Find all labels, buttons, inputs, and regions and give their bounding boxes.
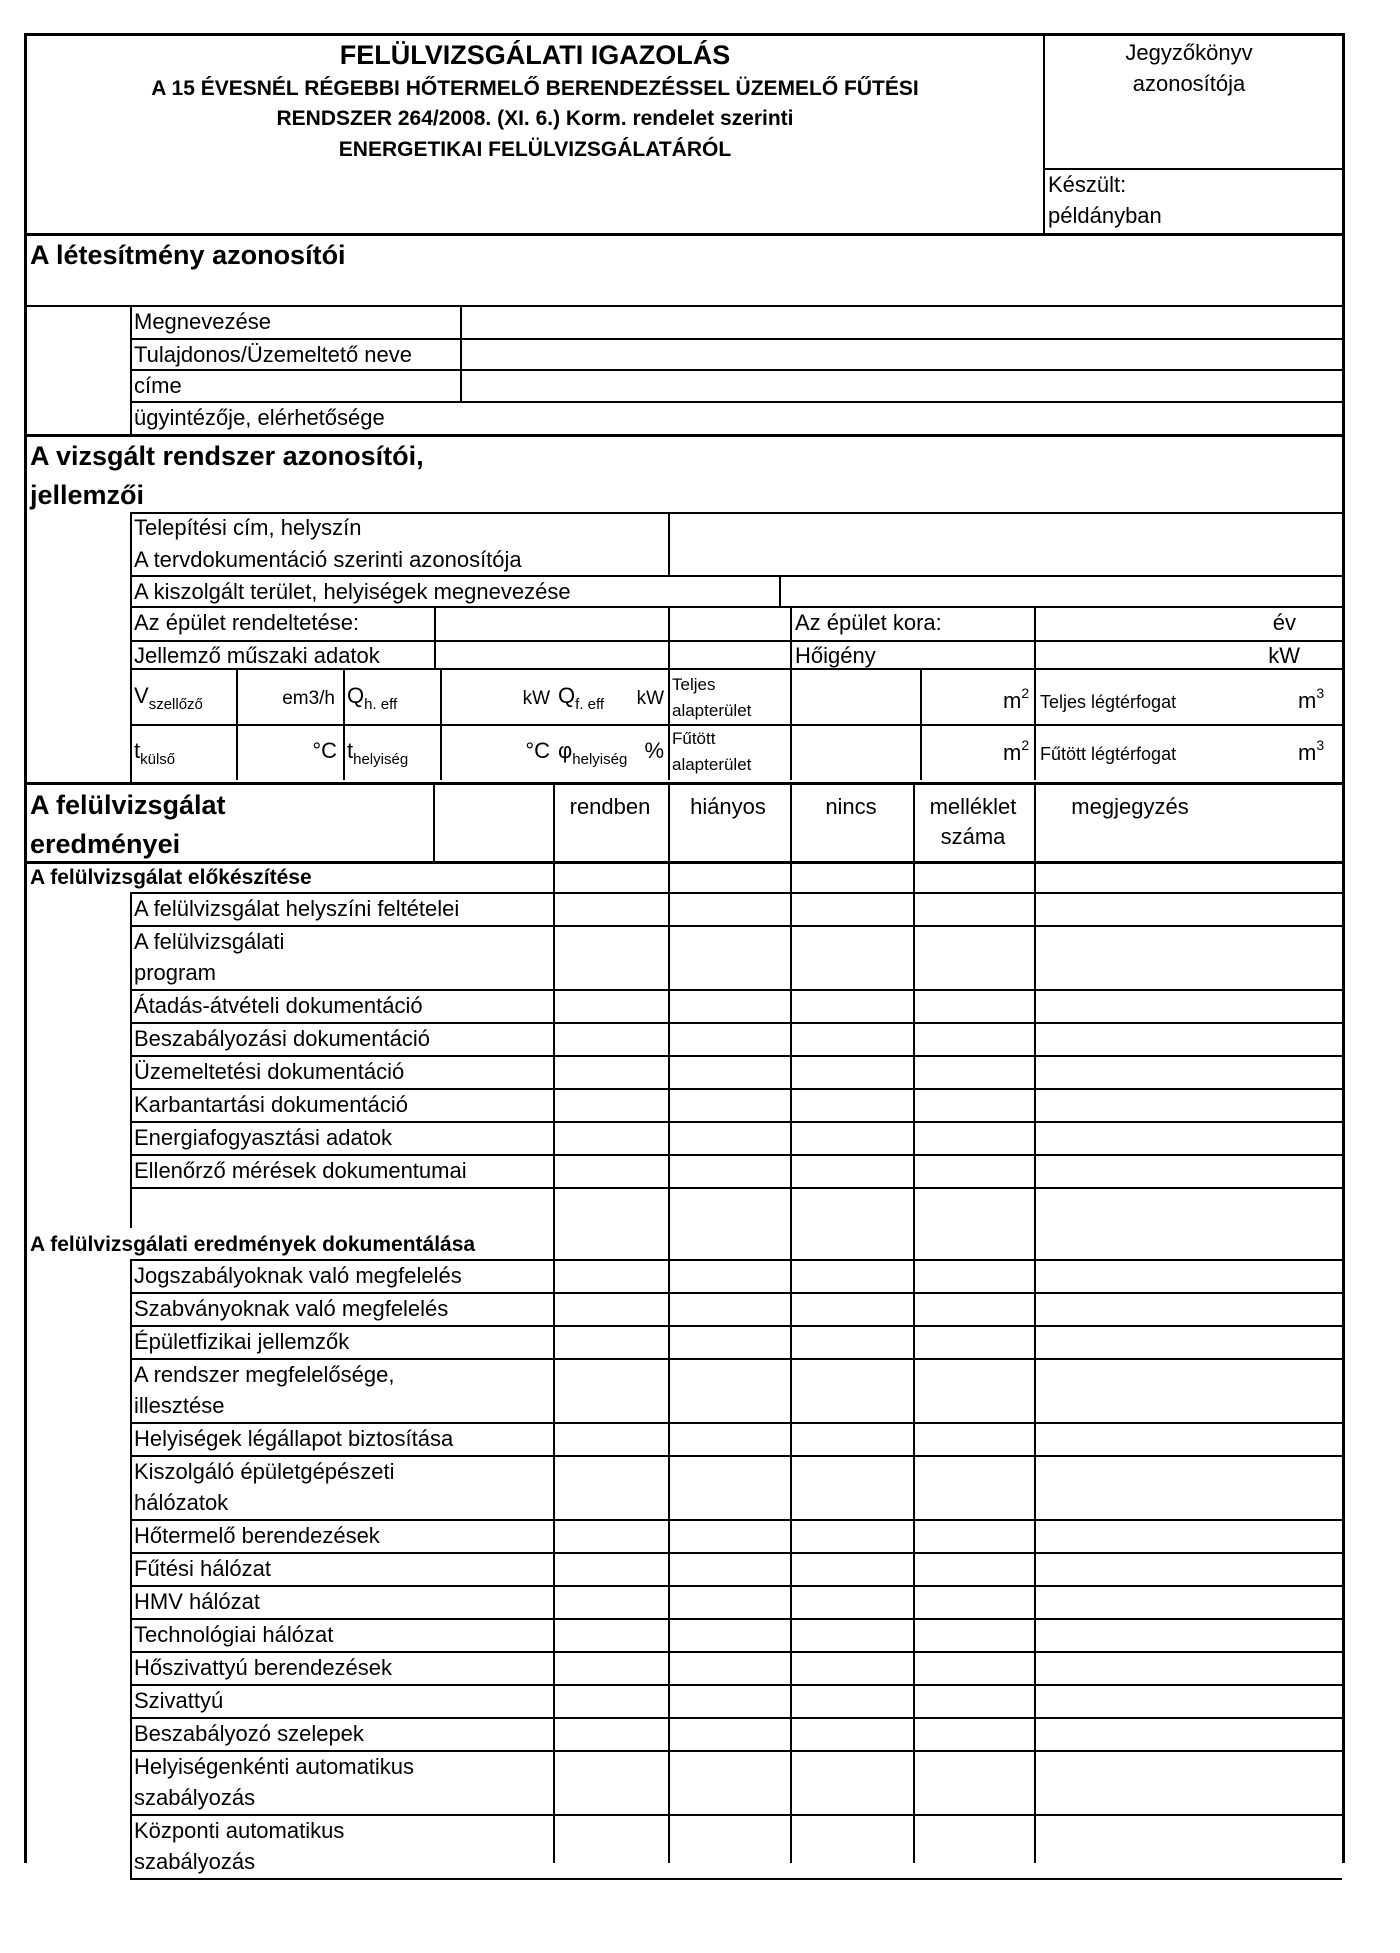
total-volume-unit-exponent: 3: [1316, 685, 1325, 701]
check-item-deficient-cell[interactable]: [555, 1360, 666, 1420]
facility-section-title: A létesítmény azonosítói: [30, 240, 346, 270]
check-item-attachment-cell[interactable]: [792, 1620, 911, 1649]
check-item-attachment-cell[interactable]: [792, 1156, 911, 1185]
check-item-label: szabályozás: [134, 1785, 256, 1810]
building-age-label: Az épület kora:: [795, 610, 942, 635]
record-id-field[interactable]: [1045, 100, 1340, 166]
ventilation-airflow-subscript: szellőző: [148, 696, 203, 713]
header-id-divider: [1043, 168, 1342, 170]
check-item-remark-cell[interactable]: [915, 1024, 1032, 1053]
system-bottom: [24, 782, 1345, 785]
check-item-missing-cell[interactable]: [670, 1294, 788, 1323]
results-column-header: megjegyzés: [1071, 794, 1189, 819]
check-item-undefined-cell[interactable]: [1036, 991, 1340, 1020]
check-item-ok-cell[interactable]: [435, 1686, 551, 1715]
check-item-missing-cell[interactable]: [670, 1156, 788, 1185]
check-item-ok-cell[interactable]: [435, 894, 551, 923]
check-item-label: Technológiai hálózat: [134, 1622, 334, 1647]
building-purpose-label: Az épület rendeltetése:: [134, 610, 360, 635]
check-item-label: Karbantartási dokumentáció: [134, 1092, 408, 1117]
check-item-ok-cell[interactable]: [435, 1123, 551, 1152]
results-section-title-1: A felülvizsgálat: [30, 790, 226, 820]
check-item-ok-cell[interactable]: [435, 1424, 551, 1453]
check-item-undefined-cell[interactable]: [1036, 1294, 1340, 1323]
check-item-attachment-cell[interactable]: [792, 1090, 911, 1119]
check-item-remark-cell[interactable]: [915, 1057, 1032, 1086]
rule: [130, 724, 1342, 726]
room-temp-unit: °C: [525, 738, 550, 763]
check-item-missing-cell[interactable]: [670, 1424, 788, 1453]
check-item-deficient-cell[interactable]: [555, 1686, 666, 1715]
total-area-unit: [1003, 685, 1030, 713]
copies-label-1: Készült:: [1048, 172, 1127, 197]
total-area-unit-exponent: 2: [1021, 685, 1030, 701]
check-item-undefined-cell[interactable]: [1036, 1024, 1340, 1053]
heated-area-unit-exponent: 2: [1021, 737, 1030, 753]
results-column-header: melléklet száma: [929, 794, 1017, 849]
heated-volume-unit: [1298, 737, 1325, 765]
check-item-undefined-cell[interactable]: [1036, 1587, 1340, 1616]
check-item-ok-cell[interactable]: [435, 991, 551, 1020]
check-item-label: Központi automatikus: [134, 1818, 345, 1843]
room-humidity-unit: %: [644, 738, 664, 763]
check-item-deficient-cell[interactable]: [555, 1752, 666, 1812]
check-item-label: Ellenőrző mérések dokumentumai: [134, 1158, 467, 1183]
check-item-ok-cell[interactable]: [435, 1554, 551, 1583]
check-item-deficient-cell[interactable]: [555, 1294, 666, 1323]
check-item-attachment-cell[interactable]: [792, 1752, 911, 1812]
form-subtitle-line2: RENDSZER 264/2008. (XI. 6.) Korm. rendelet szerinti: [276, 107, 794, 130]
design-id-input[interactable]: [670, 546, 1340, 574]
check-item-label: Szabványoknak való megfelelés: [134, 1296, 449, 1321]
check-item-missing-cell[interactable]: [670, 1360, 788, 1420]
check-item-missing-cell[interactable]: [670, 1554, 788, 1583]
check-item-undefined-cell[interactable]: [1036, 1057, 1340, 1086]
check-item-attachment-cell[interactable]: [792, 1327, 911, 1356]
total-area-label-2: alapterület: [672, 701, 752, 720]
check-item-ok-cell[interactable]: [435, 1261, 551, 1290]
check-item-label: Fűtési hálózat: [134, 1556, 271, 1581]
check-item-ok-cell[interactable]: [435, 1587, 551, 1616]
check-item-remark-cell[interactable]: [915, 1554, 1032, 1583]
frame-left: [24, 33, 27, 1863]
check-item-attachment-cell[interactable]: [792, 1554, 911, 1583]
check-item-label: Beszabályozó szelepek: [134, 1721, 364, 1746]
check-item-label: A felülvizsgálat helyszíni feltételei: [134, 896, 460, 921]
fuel-input-symbol: Q: [558, 683, 576, 708]
check-item-attachment-cell[interactable]: [792, 1653, 911, 1682]
check-item-attachment-cell[interactable]: [792, 991, 911, 1020]
facility-row-input[interactable]: [462, 307, 1340, 336]
facility-row-input[interactable]: [462, 340, 1340, 367]
results-subsection-title: A felülvizsgálat előkészítése: [30, 866, 312, 889]
check-item-missing-cell[interactable]: [670, 1057, 788, 1086]
total-area-unit-base: m: [1003, 688, 1022, 713]
facility-row-label: ügyintézője, elérhetősége: [134, 405, 385, 430]
system-section-title-1: A vizsgált rendszer azonosítói,: [30, 441, 424, 471]
fuel-input-subscript: f. eff: [575, 696, 605, 713]
check-item-remark-cell[interactable]: [915, 1752, 1032, 1812]
check-item-attachment-cell[interactable]: [792, 1057, 911, 1086]
check-item-ok-cell[interactable]: [435, 1752, 551, 1812]
check-item-deficient-cell[interactable]: [555, 1123, 666, 1152]
outdoor-temp-unit: °C: [312, 738, 337, 763]
heated-area-label-2: alapterület: [672, 755, 752, 774]
results-section-title-2: eredményei: [30, 829, 181, 859]
check-item-label: Helyiségenkénti automatikus: [134, 1754, 415, 1779]
check-item-deficient-cell[interactable]: [555, 1090, 666, 1119]
check-item-ok-cell[interactable]: [435, 927, 551, 987]
check-item-undefined-cell[interactable]: [1036, 1752, 1340, 1812]
form-subtitle-line3: ENERGETIKAI FELÜLVIZSGÁLATÁRÓL: [338, 138, 732, 161]
check-item-ok-cell[interactable]: [435, 1294, 551, 1323]
check-item-attachment-cell[interactable]: [792, 1457, 911, 1517]
check-item-attachment-cell[interactable]: [792, 1686, 911, 1715]
heated-volume-label: Fűtött légtérfogat: [1040, 744, 1177, 764]
facility-row-label: címe: [134, 373, 182, 398]
outdoor-temp-subscript: külső: [140, 751, 176, 768]
check-item-attachment-cell[interactable]: [792, 1521, 911, 1550]
heated-volume-unit-exponent: 3: [1316, 737, 1325, 753]
check-item-attachment-cell[interactable]: [792, 1816, 911, 1876]
record-id-label-1: Jegyzőkönyv: [1125, 40, 1253, 65]
check-item-undefined-cell[interactable]: [1036, 1653, 1340, 1682]
check-item-remark-cell[interactable]: [915, 1653, 1032, 1682]
check-item-attachment-cell[interactable]: [792, 1587, 911, 1616]
check-item-ok-cell[interactable]: [435, 1024, 551, 1053]
check-item-ok-cell[interactable]: [435, 1156, 551, 1185]
results-subsection-title: A felülvizsgálati eredmények dokumentálása: [30, 1233, 476, 1256]
check-item-label: Átadás-átvételi dokumentáció: [134, 993, 423, 1018]
check-item-attachment-cell[interactable]: [792, 927, 911, 987]
room-temp-symbol: t: [347, 738, 354, 763]
outdoor-temp-symbol: t: [134, 738, 141, 763]
room-humidity-subscript: helyiség: [572, 751, 628, 768]
check-item-deficient-cell[interactable]: [555, 1057, 666, 1086]
check-item-remark-cell[interactable]: [915, 894, 1032, 923]
check-item-ok-cell[interactable]: [435, 1327, 551, 1356]
check-item-undefined-cell[interactable]: [1036, 1816, 1340, 1876]
total-volume-unit: [1298, 685, 1325, 713]
check-item-attachment-cell[interactable]: [792, 1294, 911, 1323]
facility-row-label: Tulajdonos/Üzemeltető neve: [134, 342, 413, 367]
check-item-attachment-cell[interactable]: [792, 1261, 911, 1290]
check-item-missing-cell[interactable]: [670, 1457, 788, 1517]
check-item-missing-cell[interactable]: [670, 1719, 788, 1748]
check-item-remark-cell[interactable]: [915, 1424, 1032, 1453]
check-item-label: hálózatok: [134, 1490, 229, 1515]
form-subtitle-line1: A 15 ÉVESNÉL RÉGEBBI HŐTERMELŐ BERENDEZÉSSEL ÜZEMELŐ FŰTÉSI: [151, 77, 919, 100]
check-item-missing-cell[interactable]: [670, 927, 788, 987]
check-item-ok-cell[interactable]: [435, 1457, 551, 1517]
check-item-missing-cell[interactable]: [670, 1521, 788, 1550]
rule: [130, 1259, 132, 1878]
rule: [130, 1187, 1342, 1189]
install-site-input[interactable]: [670, 514, 1340, 542]
check-item-ok-cell[interactable]: [435, 1653, 551, 1682]
rule: [130, 369, 1342, 371]
check-item-deficient-cell[interactable]: [555, 1024, 666, 1053]
check-item-undefined-cell[interactable]: [1036, 1123, 1340, 1152]
rule: [130, 401, 1342, 403]
check-item-undefined-cell[interactable]: [1036, 1554, 1340, 1583]
room-temp-subscript: helyiség: [353, 751, 409, 768]
copies-label-2: példányban: [1048, 203, 1162, 228]
check-item-ok-cell[interactable]: [435, 1620, 551, 1649]
check-item-remark-cell[interactable]: [915, 991, 1032, 1020]
heated-area-unit-base: m: [1003, 740, 1022, 765]
check-item-remark-cell[interactable]: [915, 1327, 1032, 1356]
check-item-attachment-cell[interactable]: [792, 1024, 911, 1053]
check-item-remark-cell[interactable]: [915, 1686, 1032, 1715]
rule: [668, 606, 670, 640]
results-column-header: hiányos: [690, 794, 766, 819]
check-item-remark-cell[interactable]: [915, 1816, 1032, 1876]
check-item-label: HMV hálózat: [134, 1589, 260, 1614]
total-volume-label: Teljes légtérfogat: [1040, 692, 1177, 712]
check-item-missing-cell[interactable]: [670, 1327, 788, 1356]
header-bottom: [24, 233, 1345, 236]
check-item-ok-cell[interactable]: [435, 1719, 551, 1748]
check-item-label: illesztése: [134, 1393, 225, 1418]
check-item-deficient-cell[interactable]: [555, 1261, 666, 1290]
check-item-missing-cell[interactable]: [670, 1752, 788, 1812]
heat-demand-label: Hőigény: [795, 643, 876, 668]
check-item-ok-cell[interactable]: [435, 1521, 551, 1550]
check-item-label: Üzemeltetési dokumentáció: [134, 1059, 405, 1084]
check-item-label: Energiafogyasztási adatok: [134, 1125, 393, 1150]
total-volume-unit-base: m: [1298, 688, 1317, 713]
check-item-deficient-cell[interactable]: [555, 1156, 666, 1185]
facility-bottom: [24, 434, 1345, 437]
check-item-deficient-cell[interactable]: [555, 894, 666, 923]
check-item-undefined-cell[interactable]: [1036, 1620, 1340, 1649]
check-item-label: A rendszer megfelelősége,: [134, 1362, 395, 1387]
building-purpose-input[interactable]: [436, 608, 666, 638]
facility-row-input[interactable]: [462, 371, 1340, 399]
check-item-deficient-cell[interactable]: [555, 1587, 666, 1616]
check-item-attachment-cell[interactable]: [792, 1360, 911, 1420]
rule: [130, 892, 132, 1228]
results-column-header: nincs: [825, 794, 877, 819]
check-item-attachment-cell[interactable]: [792, 1424, 911, 1453]
check-item-deficient-cell[interactable]: [555, 1424, 666, 1453]
fuel-input-unit: kW: [636, 688, 664, 709]
frame-right: [1342, 33, 1345, 1863]
check-item-undefined-cell[interactable]: [1036, 1424, 1340, 1453]
check-item-remark-cell[interactable]: [915, 1587, 1032, 1616]
check-item-undefined-cell[interactable]: [1036, 927, 1340, 987]
check-item-remark-cell[interactable]: [915, 1294, 1032, 1323]
check-item-undefined-cell[interactable]: [1036, 894, 1340, 923]
check-item-ok-cell[interactable]: [435, 1057, 551, 1086]
check-item-label: Hőszivattyú berendezések: [134, 1655, 393, 1680]
check-item-label: Jogszabályoknak való megfelelés: [134, 1263, 462, 1288]
check-item-attachment-cell[interactable]: [792, 1123, 911, 1152]
check-item-remark-cell[interactable]: [915, 1156, 1032, 1185]
check-item-label: program: [134, 960, 216, 985]
results-header-bottom: [24, 861, 1345, 864]
check-item-missing-cell[interactable]: [670, 1123, 788, 1152]
frame-top: [24, 33, 1345, 36]
check-item-deficient-cell[interactable]: [555, 1653, 666, 1682]
served-area-input[interactable]: [781, 577, 1340, 604]
check-item-undefined-cell[interactable]: [1036, 1090, 1340, 1119]
check-item-label: A felülvizsgálati: [134, 929, 285, 954]
tech-data-input[interactable]: [436, 642, 786, 666]
check-item-undefined-cell[interactable]: [1036, 1360, 1340, 1420]
tech-data-label: Jellemző műszaki adatok: [134, 643, 380, 668]
check-item-missing-cell[interactable]: [670, 894, 788, 923]
heated-volume-unit-base: m: [1298, 740, 1317, 765]
check-item-missing-cell[interactable]: [670, 1090, 788, 1119]
check-item-missing-cell[interactable]: [670, 1024, 788, 1053]
check-item-deficient-cell[interactable]: [555, 927, 666, 987]
rule: [130, 338, 1342, 340]
heated-area-label-1: Fűtött: [672, 729, 716, 748]
design-id-label: A tervdokumentáció szerinti azonosítója: [134, 547, 522, 572]
check-item-undefined-cell[interactable]: [1036, 1156, 1340, 1185]
check-item-undefined-cell[interactable]: [1036, 1521, 1340, 1550]
check-item-undefined-cell[interactable]: [1036, 1457, 1340, 1517]
check-item-deficient-cell[interactable]: [555, 1620, 666, 1649]
check-item-missing-cell[interactable]: [670, 991, 788, 1020]
check-item-label: szabályozás: [134, 1849, 256, 1874]
check-item-label: Hőtermelő berendezések: [134, 1523, 380, 1548]
check-item-attachment-cell[interactable]: [792, 894, 911, 923]
check-item-deficient-cell[interactable]: [555, 1457, 666, 1517]
check-item-remark-cell[interactable]: [915, 1360, 1032, 1420]
room-humidity-symbol: φ: [558, 738, 573, 763]
check-item-label: Kiszolgáló épületgépészeti: [134, 1459, 395, 1484]
check-item-missing-cell[interactable]: [670, 1261, 788, 1290]
install-site-label: Telepítési cím, helyszín: [134, 515, 362, 540]
results-column-header: rendben: [569, 794, 651, 819]
check-item-missing-cell[interactable]: [670, 1587, 788, 1616]
check-item-deficient-cell[interactable]: [555, 1327, 666, 1356]
check-item-deficient-cell[interactable]: [555, 1554, 666, 1583]
ventilation-airflow-unit: em3/h: [282, 688, 335, 709]
building-age-unit: év: [1272, 610, 1296, 635]
check-item-remark-cell[interactable]: [915, 1719, 1032, 1748]
check-item-remark-cell[interactable]: [915, 927, 1032, 987]
check-item-remark-cell[interactable]: [915, 1521, 1032, 1550]
check-item-remark-cell[interactable]: [915, 1620, 1032, 1649]
heat-output-symbol: Q: [347, 683, 365, 708]
check-item-missing-cell[interactable]: [670, 1686, 788, 1715]
check-item-ok-cell[interactable]: [435, 1090, 551, 1119]
check-item-deficient-cell[interactable]: [555, 1521, 666, 1550]
check-item-ok-cell[interactable]: [435, 1360, 551, 1420]
check-item-missing-cell[interactable]: [670, 1653, 788, 1682]
check-item-label: Szivattyú: [134, 1688, 224, 1713]
check-item-missing-cell[interactable]: [670, 1816, 788, 1876]
rule: [130, 1878, 1342, 1880]
record-id-label-2: azonosítója: [1132, 71, 1246, 96]
check-item-attachment-cell[interactable]: [792, 1719, 911, 1748]
check-item-missing-cell[interactable]: [670, 1620, 788, 1649]
facility-row-label: Megnevezése: [134, 309, 271, 334]
check-item-label: Épületfizikai jellemzők: [134, 1329, 350, 1354]
check-item-label: Beszabályozási dokumentáció: [134, 1026, 430, 1051]
check-item-deficient-cell[interactable]: [555, 991, 666, 1020]
heat-demand-unit: kW: [1268, 643, 1300, 668]
served-area-label: A kiszolgált terület, helyiségek megnevezése: [134, 579, 571, 604]
heat-output-unit: kW: [522, 688, 550, 709]
form-title: FELÜLVIZSGÁLATI IGAZOLÁS: [339, 40, 731, 70]
check-item-deficient-cell[interactable]: [555, 1816, 666, 1876]
check-item-remark-cell[interactable]: [915, 1123, 1032, 1152]
check-item-undefined-cell[interactable]: [1036, 1686, 1340, 1715]
check-item-remark-cell[interactable]: [915, 1457, 1032, 1517]
check-item-ok-cell[interactable]: [435, 1816, 551, 1876]
check-item-remark-cell[interactable]: [915, 1090, 1032, 1119]
check-item-undefined-cell[interactable]: [1036, 1719, 1340, 1748]
check-item-remark-cell[interactable]: [915, 1261, 1032, 1290]
heat-output-subscript: h. eff: [364, 696, 398, 713]
rule: [130, 668, 1342, 670]
total-area-label-1: Teljes: [672, 675, 716, 694]
check-item-deficient-cell[interactable]: [555, 1719, 666, 1748]
heated-area-unit: [1003, 737, 1030, 765]
check-item-undefined-cell[interactable]: [1036, 1261, 1340, 1290]
check-item-undefined-cell[interactable]: [1036, 1327, 1340, 1356]
ventilation-airflow-symbol: V: [134, 683, 149, 708]
facility-row-input[interactable]: [462, 403, 1340, 432]
system-section-title-2: jellemzői: [30, 480, 145, 510]
check-item-label: Helyiségek légállapot biztosítása: [134, 1426, 454, 1451]
